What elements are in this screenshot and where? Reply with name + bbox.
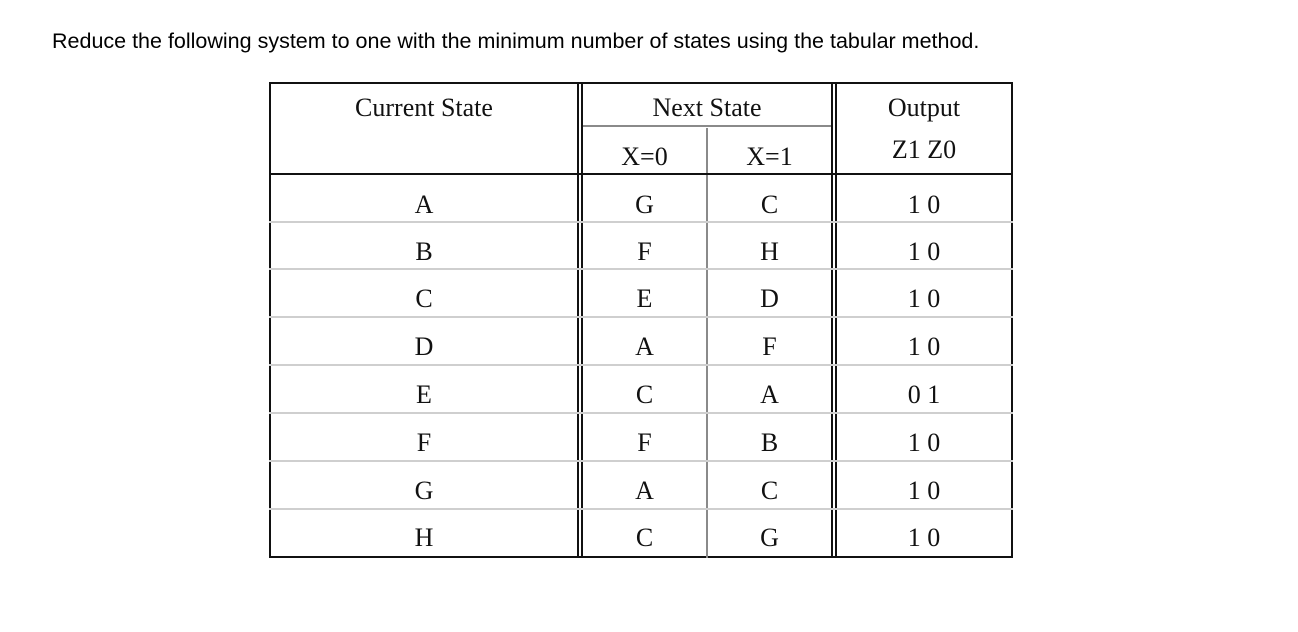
row-rule xyxy=(269,412,1013,414)
cell-current-state: G xyxy=(414,476,434,505)
cell-output: 1 0 xyxy=(907,332,941,361)
table-top-border xyxy=(269,82,1013,84)
cell-next-x1: C xyxy=(760,190,779,219)
cell-next-x0: C xyxy=(635,523,654,552)
cell-current-state: E xyxy=(416,380,432,409)
cell-next-x1: G xyxy=(760,523,779,552)
cell-next-x0: F xyxy=(637,428,652,457)
header-x0: X=0 xyxy=(621,142,668,171)
cell-output: 1 0 xyxy=(907,428,941,457)
row-rule xyxy=(269,508,1013,510)
problem-statement: Reduce the following system to one with the minimum number of states using the tabular method. xyxy=(52,29,980,53)
row-rule xyxy=(269,268,1013,270)
table-bottom-border xyxy=(269,556,1013,558)
row-rule xyxy=(269,221,1013,223)
cell-output: 1 0 xyxy=(907,284,941,313)
header-bottom-rule xyxy=(269,173,1013,175)
cell-current-state: F xyxy=(416,428,432,457)
cell-current-state: C xyxy=(415,284,433,313)
header-current-state: Current State xyxy=(355,93,493,122)
cell-output: 0 1 xyxy=(907,380,941,409)
cell-next-x0: F xyxy=(637,237,652,266)
cell-output: 1 0 xyxy=(907,237,941,266)
separator-next-output-a xyxy=(831,82,833,558)
cell-current-state: A xyxy=(414,190,434,219)
next-state-header-rule xyxy=(583,125,831,127)
cell-output: 1 0 xyxy=(907,523,941,552)
cell-current-state: D xyxy=(414,332,434,361)
cell-next-x0: A xyxy=(635,332,654,361)
cell-current-state: H xyxy=(414,523,434,552)
cell-next-x1: C xyxy=(760,476,779,505)
cell-next-x0: A xyxy=(635,476,654,505)
header-output-bits: Z1 Z0 xyxy=(891,135,957,164)
cell-next-x1: A xyxy=(760,380,779,409)
row-rule xyxy=(269,364,1013,366)
cell-next-x1: F xyxy=(762,332,777,361)
cell-next-x0: G xyxy=(635,190,654,219)
header-next-state: Next State xyxy=(652,93,762,122)
cell-next-x1: B xyxy=(760,428,779,457)
cell-next-x1: D xyxy=(760,284,779,313)
header-output: Output xyxy=(887,93,961,122)
state-table xyxy=(269,82,1013,558)
row-rule xyxy=(269,460,1013,462)
row-rule xyxy=(269,316,1013,318)
cell-output: 1 0 xyxy=(907,190,941,219)
cell-next-x0: E xyxy=(636,284,653,313)
separator-current-next-a xyxy=(577,82,579,558)
table-right-border xyxy=(1011,82,1013,558)
cell-output: 1 0 xyxy=(907,476,941,505)
header-x1: X=1 xyxy=(746,142,793,171)
cell-current-state: B xyxy=(415,237,433,266)
cell-next-x0: C xyxy=(635,380,654,409)
cell-next-x1: H xyxy=(760,237,779,266)
